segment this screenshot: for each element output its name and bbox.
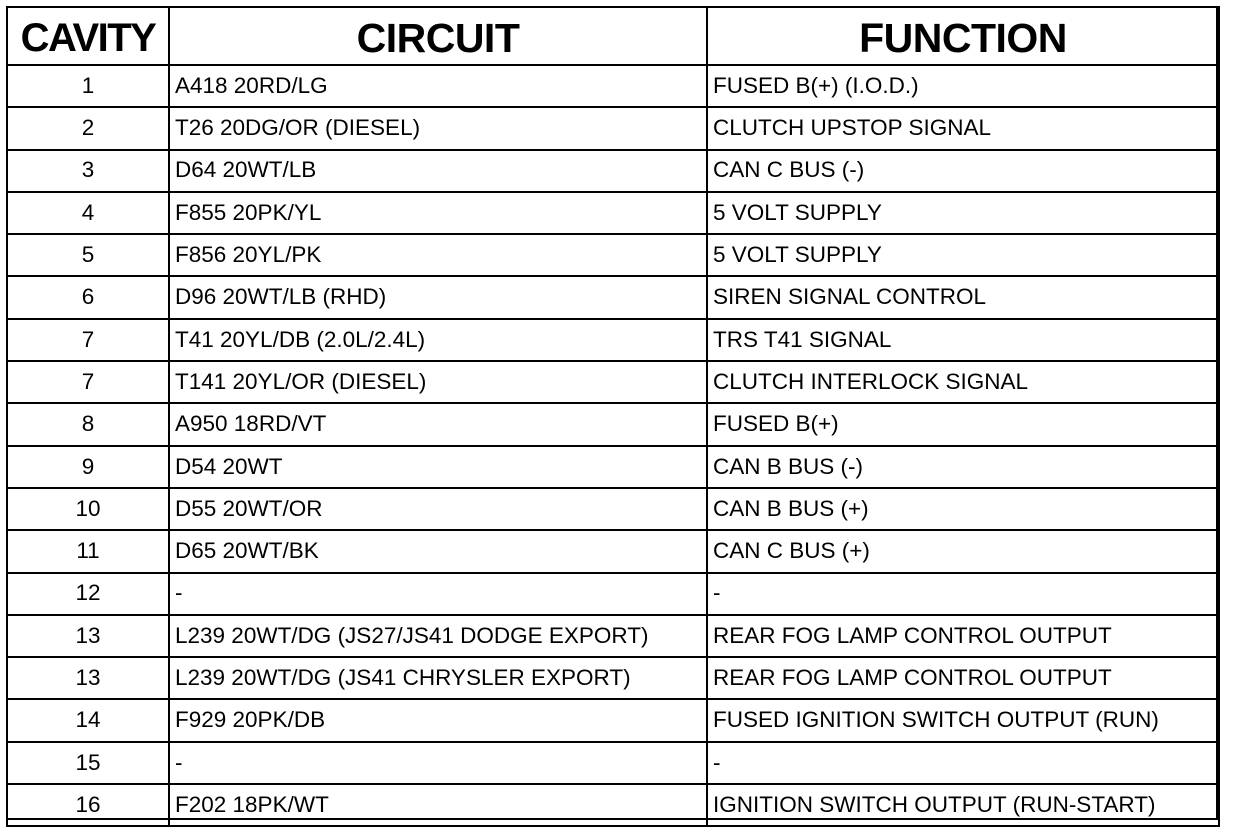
circuit-cell: - bbox=[169, 573, 707, 615]
table-row bbox=[7, 65, 1219, 107]
function-cell: - bbox=[707, 573, 1219, 615]
function-cell: FUSED IGNITION SWITCH OUTPUT (RUN) bbox=[707, 699, 1219, 741]
header-function: FUNCTION bbox=[707, 7, 1219, 65]
table-row bbox=[7, 150, 1219, 192]
cavity-cell: 7 bbox=[7, 361, 169, 403]
circuit-cell: F929 20PK/DB bbox=[169, 699, 707, 741]
function-cell: CAN B BUS (+) bbox=[707, 488, 1219, 530]
header-circuit: CIRCUIT bbox=[169, 7, 707, 65]
table-row bbox=[7, 488, 1219, 530]
circuit-cell: F856 20YL/PK bbox=[169, 234, 707, 276]
cavity-cell: 5 bbox=[7, 234, 169, 276]
header-cavity: CAVITY bbox=[7, 7, 169, 65]
cavity-cell: 10 bbox=[7, 488, 169, 530]
circuit-cell: T41 20YL/DB (2.0L/2.4L) bbox=[169, 319, 707, 361]
cavity-cell: 16 bbox=[7, 784, 169, 826]
cavity-cell: 15 bbox=[7, 742, 169, 784]
function-cell: - bbox=[707, 742, 1219, 784]
table-row bbox=[7, 615, 1219, 657]
connector-pinout-sheet bbox=[6, 6, 1218, 820]
circuit-cell: A950 18RD/VT bbox=[169, 403, 707, 445]
circuit-cell: D65 20WT/BK bbox=[169, 530, 707, 572]
table-row bbox=[7, 530, 1219, 572]
cavity-cell: 8 bbox=[7, 403, 169, 445]
circuit-cell: A418 20RD/LG bbox=[169, 65, 707, 107]
table-row bbox=[7, 107, 1219, 149]
circuit-cell: F855 20PK/YL bbox=[169, 192, 707, 234]
cavity-cell: 13 bbox=[7, 615, 169, 657]
function-cell: REAR FOG LAMP CONTROL OUTPUT bbox=[707, 615, 1219, 657]
cavity-cell: 14 bbox=[7, 699, 169, 741]
function-cell: CAN C BUS (+) bbox=[707, 530, 1219, 572]
cavity-cell: 12 bbox=[7, 573, 169, 615]
cavity-cell: 7 bbox=[7, 319, 169, 361]
function-cell: 5 VOLT SUPPLY bbox=[707, 234, 1219, 276]
function-cell: SIREN SIGNAL CONTROL bbox=[707, 276, 1219, 318]
cavity-cell: 13 bbox=[7, 657, 169, 699]
function-cell: CAN C BUS (-) bbox=[707, 150, 1219, 192]
header-row bbox=[7, 7, 1219, 65]
circuit-cell: L239 20WT/DG (JS27/JS41 DODGE EXPORT) bbox=[169, 615, 707, 657]
table-row bbox=[7, 361, 1219, 403]
table-row bbox=[7, 699, 1219, 741]
circuit-cell: D55 20WT/OR bbox=[169, 488, 707, 530]
function-cell: CLUTCH INTERLOCK SIGNAL bbox=[707, 361, 1219, 403]
pinout-table bbox=[6, 6, 1220, 827]
circuit-cell: D64 20WT/LB bbox=[169, 150, 707, 192]
function-cell: CLUTCH UPSTOP SIGNAL bbox=[707, 107, 1219, 149]
function-cell: 5 VOLT SUPPLY bbox=[707, 192, 1219, 234]
table-row bbox=[7, 784, 1219, 826]
table-row bbox=[7, 319, 1219, 361]
cavity-cell: 3 bbox=[7, 150, 169, 192]
function-cell: FUSED B(+) bbox=[707, 403, 1219, 445]
cavity-cell: 2 bbox=[7, 107, 169, 149]
function-cell: CAN B BUS (-) bbox=[707, 446, 1219, 488]
cavity-cell: 1 bbox=[7, 65, 169, 107]
cavity-cell: 9 bbox=[7, 446, 169, 488]
function-cell: TRS T41 SIGNAL bbox=[707, 319, 1219, 361]
table-row bbox=[7, 657, 1219, 699]
table-row bbox=[7, 403, 1219, 445]
cavity-cell: 11 bbox=[7, 530, 169, 572]
table-row bbox=[7, 573, 1219, 615]
table-row bbox=[7, 192, 1219, 234]
table-row bbox=[7, 446, 1219, 488]
cavity-cell: 6 bbox=[7, 276, 169, 318]
circuit-cell: T141 20YL/OR (DIESEL) bbox=[169, 361, 707, 403]
function-cell: FUSED B(+) (I.O.D.) bbox=[707, 65, 1219, 107]
circuit-cell: L239 20WT/DG (JS41 CHRYSLER EXPORT) bbox=[169, 657, 707, 699]
function-cell: IGNITION SWITCH OUTPUT (RUN-START) bbox=[707, 784, 1219, 826]
circuit-cell: F202 18PK/WT bbox=[169, 784, 707, 826]
table-row bbox=[7, 234, 1219, 276]
circuit-cell: T26 20DG/OR (DIESEL) bbox=[169, 107, 707, 149]
function-cell: REAR FOG LAMP CONTROL OUTPUT bbox=[707, 657, 1219, 699]
table-row bbox=[7, 742, 1219, 784]
circuit-cell: D54 20WT bbox=[169, 446, 707, 488]
table-row bbox=[7, 276, 1219, 318]
circuit-cell: - bbox=[169, 742, 707, 784]
circuit-cell: D96 20WT/LB (RHD) bbox=[169, 276, 707, 318]
cavity-cell: 4 bbox=[7, 192, 169, 234]
pinout-rows bbox=[7, 65, 1219, 826]
